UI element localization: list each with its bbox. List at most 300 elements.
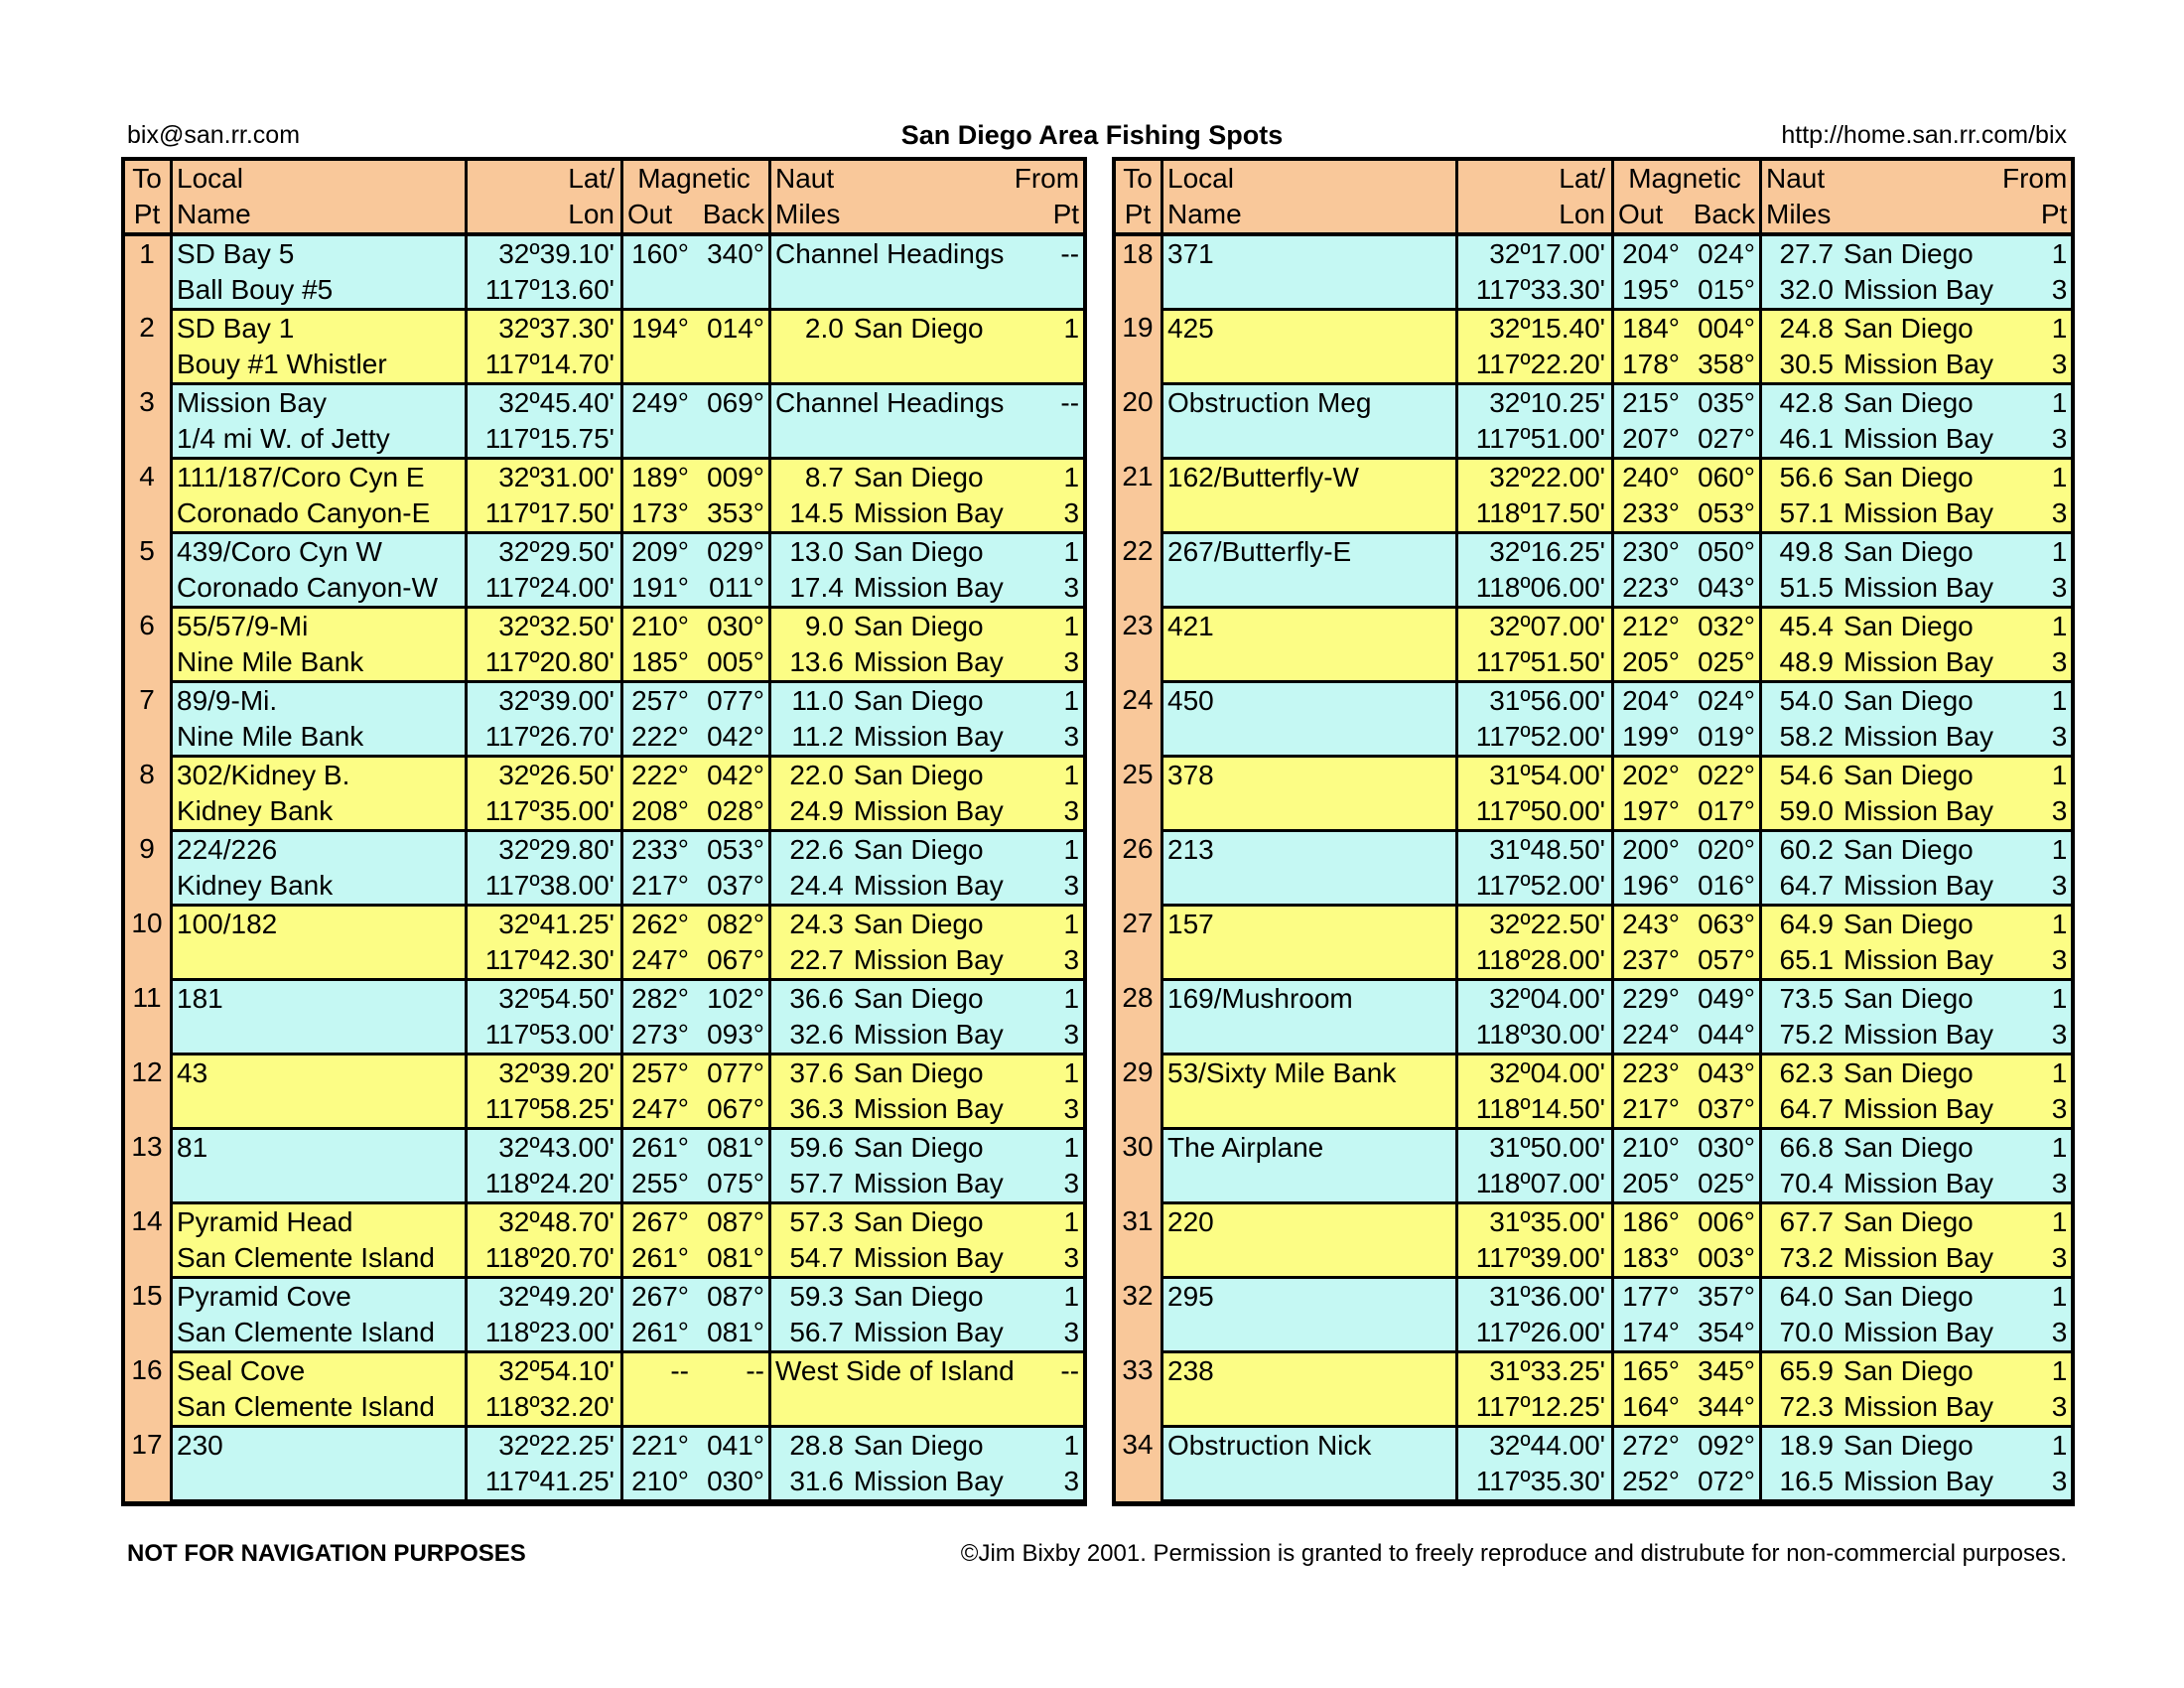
spot-longitude: 117º33.30' — [1457, 272, 1613, 310]
from-port-name: San Diego — [1834, 1203, 2002, 1241]
spot-longitude: 117º17.50' — [467, 495, 622, 533]
spot-name — [1162, 942, 1457, 980]
table-row — [125, 719, 1083, 757]
from-port-name: Mission Bay — [1834, 1240, 2002, 1278]
spot-name — [172, 1091, 467, 1129]
from-port-name: San Diego — [844, 1278, 1015, 1316]
heading-out: 272° — [1613, 1427, 1685, 1465]
from-port-name: Mission Bay — [1834, 719, 2002, 757]
spot-number: 27 — [1116, 906, 1162, 980]
nautical-miles: 56.7 — [770, 1315, 844, 1352]
header-name-label: Local — [1162, 161, 1457, 197]
heading-out: 247° — [622, 942, 694, 980]
spot-name: 224/226 — [172, 831, 467, 869]
heading-out: 229° — [1613, 980, 1685, 1018]
nautical-miles: 22.6 — [770, 831, 844, 869]
spot-longitude: 117º42.30' — [467, 942, 622, 980]
heading-out: 174° — [1613, 1315, 1685, 1352]
from-port-name: Mission Bay — [1834, 942, 2002, 980]
nautical-miles: 16.5 — [1761, 1464, 1835, 1501]
from-point: 1 — [1015, 533, 1083, 571]
header-lon-label: Lon — [467, 197, 622, 234]
nautical-miles: 49.8 — [1761, 533, 1835, 571]
nautical-miles: 56.6 — [1761, 459, 1835, 496]
from-point: 3 — [2002, 421, 2071, 459]
nautical-miles: 24.9 — [770, 793, 844, 831]
spot-longitude: 118º20.70' — [467, 1240, 622, 1278]
from-point: 3 — [1015, 1315, 1083, 1352]
table-row — [125, 1055, 1083, 1092]
from-point: 1 — [1015, 608, 1083, 645]
from-point: 3 — [1015, 495, 1083, 533]
spot-number: 8 — [125, 757, 172, 831]
heading-back: 092° — [1684, 1427, 1761, 1465]
from-port-name: Mission Bay — [1834, 1315, 2002, 1352]
nautical-miles: 72.3 — [1761, 1389, 1835, 1427]
from-point: 1 — [2002, 1055, 2071, 1092]
spot-latitude: 32º10.25' — [1457, 384, 1613, 422]
table-row — [1116, 310, 2071, 348]
heading-back: 037° — [693, 868, 770, 906]
spot-number: 14 — [125, 1203, 172, 1278]
spot-number: 5 — [125, 533, 172, 608]
from-port-name: San Diego — [844, 1203, 1015, 1241]
spot-latitude: 32º22.00' — [1457, 459, 1613, 496]
heading-back: 093° — [693, 1017, 770, 1055]
heading-out: 267° — [622, 1278, 694, 1316]
heading-out: 197° — [1613, 793, 1685, 831]
table-row — [1116, 868, 2071, 906]
spot-longitude: 117º38.00' — [467, 868, 622, 906]
table-row — [1116, 1091, 2071, 1129]
table-row — [125, 1017, 1083, 1055]
from-port-name: San Diego — [1834, 533, 2002, 571]
from-port-name: San Diego — [844, 459, 1015, 496]
nautical-miles: 24.4 — [770, 868, 844, 906]
nautical-miles: 51.5 — [1761, 570, 1835, 608]
from-point: 3 — [2002, 570, 2071, 608]
spot-latitude: 32º31.00' — [467, 459, 622, 496]
table-row — [1116, 1055, 2071, 1092]
spot-name: Pyramid Cove — [172, 1278, 467, 1316]
from-port-name: Mission Bay — [844, 495, 1015, 533]
spot-latitude: 32º15.40' — [1457, 310, 1613, 348]
spot-longitude: 117º22.20' — [1457, 347, 1613, 384]
spot-longitude: 117º35.30' — [1457, 1464, 1613, 1501]
spot-name: Coronado Canyon-W — [172, 570, 467, 608]
spot-number: 30 — [1116, 1129, 1162, 1203]
spot-longitude: 117º14.70' — [467, 347, 622, 384]
spot-name: 55/57/9-Mi — [172, 608, 467, 645]
nautical-miles: 75.2 — [1761, 1017, 1835, 1055]
from-point: 1 — [1015, 980, 1083, 1018]
heading-out: 255° — [622, 1166, 694, 1203]
spot-name: 89/9-Mi. — [172, 682, 467, 720]
header-row — [1116, 161, 2071, 197]
table-row — [1116, 793, 2071, 831]
spot-latitude: 32º26.50' — [467, 757, 622, 794]
spot-name: 371 — [1162, 234, 1457, 272]
heading-back: 019° — [1684, 719, 1761, 757]
right-spots-table — [1112, 157, 2075, 1506]
from-point: 1 — [2002, 1278, 2071, 1316]
nautical-miles: 22.7 — [770, 942, 844, 980]
spot-number: 32 — [1116, 1278, 1162, 1352]
heading-back: 024° — [1684, 682, 1761, 720]
table-row — [125, 533, 1083, 571]
spot-longitude: 117º15.75' — [467, 421, 622, 459]
heading-back: 060° — [1684, 459, 1761, 496]
from-port-name: San Diego — [1834, 682, 2002, 720]
spot-longitude: 117º20.80' — [467, 644, 622, 682]
from-point: 3 — [2002, 1240, 2071, 1278]
header-naut-label: Naut — [1761, 161, 2003, 197]
table-row — [125, 1278, 1083, 1316]
heading-back: 030° — [693, 608, 770, 645]
table-row — [125, 1464, 1083, 1501]
heading-back: 081° — [693, 1240, 770, 1278]
from-point: 1 — [1015, 1203, 1083, 1241]
heading-back — [693, 1389, 770, 1427]
nautical-miles: 60.2 — [1761, 831, 1835, 869]
table-row — [125, 1427, 1083, 1465]
header-from-label: From — [2002, 161, 2071, 197]
heading-back: 353° — [693, 495, 770, 533]
nautical-miles: 62.3 — [1761, 1055, 1835, 1092]
heading-back: 077° — [693, 1055, 770, 1092]
heading-back: 067° — [693, 942, 770, 980]
heading-back: 340° — [693, 234, 770, 272]
from-point: 1 — [1015, 831, 1083, 869]
spot-number: 2 — [125, 310, 172, 384]
spot-name: Nine Mile Bank — [172, 644, 467, 682]
spot-longitude: 117º26.70' — [467, 719, 622, 757]
heading-back: 081° — [693, 1315, 770, 1352]
from-point: 3 — [2002, 868, 2071, 906]
spot-longitude: 118º28.00' — [1457, 942, 1613, 980]
from-port-name: Mission Bay — [1834, 868, 2002, 906]
spot-latitude: 32º37.30' — [467, 310, 622, 348]
spot-number: 29 — [1116, 1055, 1162, 1129]
from-point: 3 — [2002, 1166, 2071, 1203]
spot-name: 267/Butterfly-E — [1162, 533, 1457, 571]
heading-back: 081° — [693, 1129, 770, 1167]
spot-number: 28 — [1116, 980, 1162, 1055]
header-magnetic-label: Magnetic — [622, 161, 770, 197]
spot-name: The Airplane — [1162, 1129, 1457, 1167]
table-row — [1116, 570, 2071, 608]
heading-back: 003° — [1684, 1240, 1761, 1278]
spot-number: 7 — [125, 682, 172, 757]
from-port-name: San Diego — [1834, 1352, 2002, 1390]
spot-longitude: 118º32.20' — [467, 1389, 622, 1427]
table-row — [125, 1203, 1083, 1241]
spot-number: 31 — [1116, 1203, 1162, 1278]
header-to-label: To — [1116, 161, 1162, 197]
table-row — [125, 682, 1083, 720]
spot-number: 15 — [125, 1278, 172, 1352]
heading-out: 178° — [1613, 347, 1685, 384]
from-point: 3 — [1015, 1464, 1083, 1501]
nautical-miles: 13.0 — [770, 533, 844, 571]
heading-out: 243° — [1613, 906, 1685, 943]
heading-out: 222° — [622, 757, 694, 794]
heading-back: 027° — [1684, 421, 1761, 459]
heading-back: 030° — [1684, 1129, 1761, 1167]
header-row — [1116, 197, 2071, 234]
spot-latitude: 31º50.00' — [1457, 1129, 1613, 1167]
spot-name — [1162, 1166, 1457, 1203]
spot-latitude: 32º44.00' — [1457, 1427, 1613, 1465]
spot-latitude: 32º29.80' — [467, 831, 622, 869]
table-row — [1116, 644, 2071, 682]
spot-name: 421 — [1162, 608, 1457, 645]
spot-longitude: 118º23.00' — [467, 1315, 622, 1352]
from-port-name: San Diego — [1834, 980, 2002, 1018]
heading-out: 210° — [622, 1464, 694, 1501]
from-port-name: San Diego — [1834, 906, 2002, 943]
header-from-pt-label: Pt — [1015, 197, 1083, 234]
header-name-sub-label: Name — [1162, 197, 1457, 234]
spot-name — [172, 1464, 467, 1501]
header-pt-label: Pt — [1116, 197, 1162, 234]
from-point: 3 — [1015, 570, 1083, 608]
from-port-name: Mission Bay — [844, 570, 1015, 608]
spot-longitude: 117º51.50' — [1457, 644, 1613, 682]
from-point: 3 — [2002, 719, 2071, 757]
spot-latitude: 32º04.00' — [1457, 1055, 1613, 1092]
spot-name: 302/Kidney B. — [172, 757, 467, 794]
table-row — [125, 495, 1083, 533]
heading-out: 240° — [1613, 459, 1685, 496]
heading-out: 184° — [1613, 310, 1685, 348]
header-to-label: To — [125, 161, 172, 197]
nautical-miles: 31.6 — [770, 1464, 844, 1501]
nautical-miles: 24.3 — [770, 906, 844, 943]
spot-name: 169/Mushroom — [1162, 980, 1457, 1018]
heading-out: 223° — [1613, 570, 1685, 608]
heading-back: 053° — [693, 831, 770, 869]
heading-back: 043° — [1684, 570, 1761, 608]
heading-back: 358° — [1684, 347, 1761, 384]
spot-name — [1162, 570, 1457, 608]
table-row — [1116, 495, 2071, 533]
heading-back: 057° — [1684, 942, 1761, 980]
heading-out: 217° — [622, 868, 694, 906]
from-port-name: Mission Bay — [844, 719, 1015, 757]
table-row — [125, 1389, 1083, 1427]
spot-name: SD Bay 5 — [172, 234, 467, 272]
from-port-name: Mission Bay — [1834, 272, 2002, 310]
spot-number: 34 — [1116, 1427, 1162, 1501]
header-from-pt-label: Pt — [2002, 197, 2071, 234]
spot-longitude: 117º50.00' — [1457, 793, 1613, 831]
header-latlon-label: Lat/ — [1457, 161, 1613, 197]
heading-out: 164° — [1613, 1389, 1685, 1427]
spot-latitude: 32º16.25' — [1457, 533, 1613, 571]
heading-back: 063° — [1684, 906, 1761, 943]
from-point: 1 — [2002, 533, 2071, 571]
nautical-miles: 57.3 — [770, 1203, 844, 1241]
nautical-miles: 9.0 — [770, 608, 844, 645]
heading-back: 050° — [1684, 533, 1761, 571]
spot-number: 12 — [125, 1055, 172, 1129]
heading-out: 249° — [622, 384, 694, 422]
spot-name — [1162, 793, 1457, 831]
from-port-name: Mission Bay — [844, 942, 1015, 980]
from-point-blank — [1015, 272, 1083, 310]
distance-note: West Side of Island — [770, 1352, 1015, 1390]
spot-latitude: 32º49.20' — [467, 1278, 622, 1316]
from-point: 3 — [2002, 1091, 2071, 1129]
spot-name — [1162, 1389, 1457, 1427]
from-point: 1 — [1015, 1055, 1083, 1092]
heading-back: 043° — [1684, 1055, 1761, 1092]
spot-latitude: 32º07.00' — [1457, 608, 1613, 645]
header-latlon-label: Lat/ — [467, 161, 622, 197]
from-point: 1 — [1015, 1129, 1083, 1167]
nautical-miles: 54.6 — [1761, 757, 1835, 794]
nautical-miles: 66.8 — [1761, 1129, 1835, 1167]
from-point: -- — [1015, 1352, 1083, 1390]
heading-out — [622, 421, 694, 459]
nautical-miles: 36.3 — [770, 1091, 844, 1129]
from-port-name: Mission Bay — [844, 1017, 1015, 1055]
spot-longitude: 118º24.20' — [467, 1166, 622, 1203]
spot-name: Pyramid Head — [172, 1203, 467, 1241]
spot-latitude: 31º48.50' — [1457, 831, 1613, 869]
from-point: 3 — [2002, 1315, 2071, 1352]
heading-back — [693, 347, 770, 384]
from-port-name: San Diego — [844, 1427, 1015, 1465]
nautical-miles: 32.6 — [770, 1017, 844, 1055]
spot-name: 181 — [172, 980, 467, 1018]
spot-longitude: 117º51.00' — [1457, 421, 1613, 459]
heading-out: 215° — [1613, 384, 1685, 422]
spot-number: 21 — [1116, 459, 1162, 533]
heading-back: 042° — [693, 719, 770, 757]
table-row — [1116, 384, 2071, 422]
from-point: 3 — [1015, 644, 1083, 682]
heading-out: 262° — [622, 906, 694, 943]
from-point: 3 — [2002, 495, 2071, 533]
email-link[interactable]: bix@san.rr.com — [127, 121, 301, 149]
heading-out: 202° — [1613, 757, 1685, 794]
heading-out: 204° — [1613, 682, 1685, 720]
from-port-name: Mission Bay — [1834, 1389, 2002, 1427]
from-port-name: San Diego — [844, 906, 1015, 943]
from-point: 3 — [2002, 644, 2071, 682]
heading-out: 205° — [1613, 644, 1685, 682]
heading-out — [622, 347, 694, 384]
table-row — [1116, 234, 2071, 272]
heading-out: 261° — [622, 1315, 694, 1352]
heading-out: 233° — [622, 831, 694, 869]
spot-name — [1162, 719, 1457, 757]
spot-name: 100/182 — [172, 906, 467, 943]
heading-back: -- — [693, 1352, 770, 1390]
heading-back: 357° — [1684, 1278, 1761, 1316]
spot-longitude: 117º58.25' — [467, 1091, 622, 1129]
heading-out: 205° — [1613, 1166, 1685, 1203]
heading-back: 032° — [1684, 608, 1761, 645]
spot-name: 439/Coro Cyn W — [172, 533, 467, 571]
from-port-name: San Diego — [844, 310, 1015, 348]
nautical-miles: 8.7 — [770, 459, 844, 496]
spot-name: 295 — [1162, 1278, 1457, 1316]
website-link[interactable]: http://home.san.rr.com/bix — [1781, 121, 2067, 149]
spot-longitude: 118º30.00' — [1457, 1017, 1613, 1055]
spot-name — [172, 1017, 467, 1055]
heading-back: 044° — [1684, 1017, 1761, 1055]
nautical-miles: 59.3 — [770, 1278, 844, 1316]
spot-longitude: 117º13.60' — [467, 272, 622, 310]
from-point: -- — [1015, 384, 1083, 422]
spot-latitude: 32º45.40' — [467, 384, 622, 422]
from-point: 1 — [2002, 1129, 2071, 1167]
spot-number: 13 — [125, 1129, 172, 1203]
heading-out: 261° — [622, 1240, 694, 1278]
spot-name — [172, 942, 467, 980]
page-title: San Diego Area Fishing Spots — [900, 120, 1284, 150]
table-row — [125, 942, 1083, 980]
from-port-name: Mission Bay — [844, 1091, 1015, 1129]
table-row — [125, 272, 1083, 310]
from-point: 1 — [2002, 310, 2071, 348]
heading-back: 022° — [1684, 757, 1761, 794]
table-row — [125, 757, 1083, 794]
nautical-miles: 24.8 — [1761, 310, 1835, 348]
from-port-name: San Diego — [1834, 608, 2002, 645]
header-row — [125, 197, 1083, 234]
table-row — [125, 1352, 1083, 1390]
spot-number: 11 — [125, 980, 172, 1055]
table-row — [1116, 1203, 2071, 1241]
heading-back: 004° — [1684, 310, 1761, 348]
header-name-label: Local — [172, 161, 467, 197]
heading-out: 195° — [1613, 272, 1685, 310]
table-row — [125, 1315, 1083, 1352]
heading-back: 025° — [1684, 1166, 1761, 1203]
from-point: 3 — [1015, 719, 1083, 757]
from-point: -- — [1015, 234, 1083, 272]
from-port-name: Mission Bay — [844, 1464, 1015, 1501]
spot-latitude: 32º43.00' — [467, 1129, 622, 1167]
spot-name — [1162, 1017, 1457, 1055]
from-port-name: San Diego — [1834, 1278, 2002, 1316]
from-port-name: San Diego — [844, 831, 1015, 869]
heading-back: 030° — [693, 1464, 770, 1501]
spot-latitude: 32º32.50' — [467, 608, 622, 645]
spot-number: 18 — [1116, 234, 1162, 310]
nautical-miles: 64.9 — [1761, 906, 1835, 943]
spot-number: 1 — [125, 234, 172, 310]
heading-back: 069° — [693, 384, 770, 422]
from-point-blank — [1015, 421, 1083, 459]
spot-number: 19 — [1116, 310, 1162, 384]
from-port-name: Mission Bay — [844, 1315, 1015, 1352]
from-point: 3 — [1015, 1240, 1083, 1278]
from-point: 1 — [2002, 831, 2071, 869]
heading-back: 029° — [693, 533, 770, 571]
nautical-miles: 57.7 — [770, 1166, 844, 1203]
nautical-miles — [770, 347, 844, 384]
spot-name: San Clemente Island — [172, 1389, 467, 1427]
heading-back: 024° — [1684, 234, 1761, 272]
heading-out: 209° — [622, 533, 694, 571]
heading-back: 014° — [693, 310, 770, 348]
spot-name: 81 — [172, 1129, 467, 1167]
